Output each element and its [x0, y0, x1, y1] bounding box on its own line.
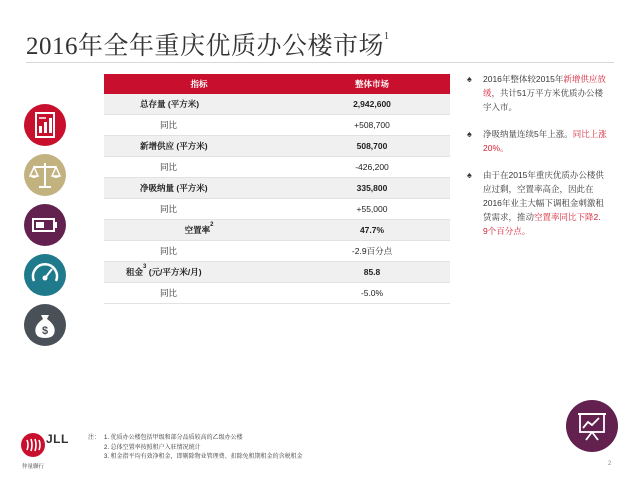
footnotes	[88, 434, 303, 463]
row-value: +55,000	[356, 204, 388, 214]
scales-icon	[24, 154, 66, 196]
row-label: 同比	[160, 120, 178, 130]
table-row	[104, 241, 450, 262]
battery-icon	[24, 204, 66, 246]
page-number: 2	[608, 461, 612, 467]
footnote-item: 1. 优质办公楼包括甲级和部分品质较高的乙级办公楼	[104, 435, 243, 441]
row-value: -5.0%	[360, 288, 384, 298]
report-icon	[24, 104, 66, 146]
money-bag-icon	[24, 304, 66, 346]
bullet-vacancy: ♠ 由于在2015年重庆优质办公楼供应过剩，空置率高企，因此在2016年业主大幅下调租金刺激租赁需求，推动空置率同比下降2. 9个百分点。	[467, 170, 604, 236]
table-row	[104, 94, 450, 115]
table-row	[104, 157, 450, 178]
presentation-icon	[566, 400, 618, 452]
title-footnote-mark: 1	[384, 30, 390, 42]
page-title	[26, 26, 390, 62]
header-indicator: 指标	[190, 79, 208, 89]
logo-name: JLL	[46, 432, 69, 446]
logo-chinese-name: 仲量聯行	[22, 464, 45, 470]
spade-bullet-icon: ♠	[467, 170, 472, 180]
spade-bullet-icon: ♠	[467, 129, 472, 139]
svg-text:$: $	[41, 325, 49, 337]
table-row	[104, 283, 450, 304]
table-header	[104, 74, 450, 94]
row-label: 租金$^3$ (元/平方米/月)	[126, 264, 202, 277]
title-divider	[26, 62, 614, 63]
row-value: -426,200	[355, 162, 389, 172]
bullet-absorption: ♠ 净吸纳量连续5年上涨。同比上涨20%。	[467, 129, 607, 153]
row-label: 同比	[160, 162, 178, 172]
table-row	[104, 220, 450, 241]
row-value: -2.9百分点	[351, 246, 393, 256]
table-row	[104, 178, 450, 199]
row-label: 总存量 (平方米)	[140, 99, 200, 109]
footnote-item: 3. 租金指平均有效净租金，即剔除物业管理费、扣除免租期租金的含税租金	[104, 454, 303, 460]
office-market-table	[104, 74, 450, 304]
footnote-item: 2. 总体空置率按照租户入驻情况统计	[104, 444, 201, 451]
table-row	[104, 115, 450, 136]
page-title-text: 2016年全年重庆优质办公楼市场	[26, 33, 385, 60]
row-value: 508,700	[356, 141, 388, 151]
gauge-icon	[24, 254, 66, 296]
footnotes-label: 注：	[88, 435, 101, 441]
table-row	[104, 262, 450, 283]
row-label: 同比	[160, 288, 178, 298]
row-value: 85.8	[363, 267, 381, 277]
row-value: +508,700	[354, 120, 390, 130]
row-label: 同比	[160, 246, 178, 256]
table-row	[104, 136, 450, 157]
key-points	[467, 72, 607, 251]
row-value: 2,942,600	[353, 99, 391, 109]
row-label: 同比	[160, 204, 178, 214]
row-label: 净吸纳量 (平方米)	[140, 183, 208, 193]
bullet-supply: ♠ 2016年整体较2015年新增供应放缓，共计51万平方米优质办公楼宇入市。	[467, 74, 606, 112]
row-label: 空置率$^2$	[184, 222, 214, 235]
spade-bullet-icon: ♠	[467, 74, 472, 84]
header-overall-market: 整体市场	[354, 79, 389, 89]
table-row	[104, 199, 450, 220]
row-value: 335,800	[356, 183, 388, 193]
row-value: 47.7%	[359, 225, 385, 235]
row-label: 新增供应 (平方米)	[140, 141, 208, 151]
